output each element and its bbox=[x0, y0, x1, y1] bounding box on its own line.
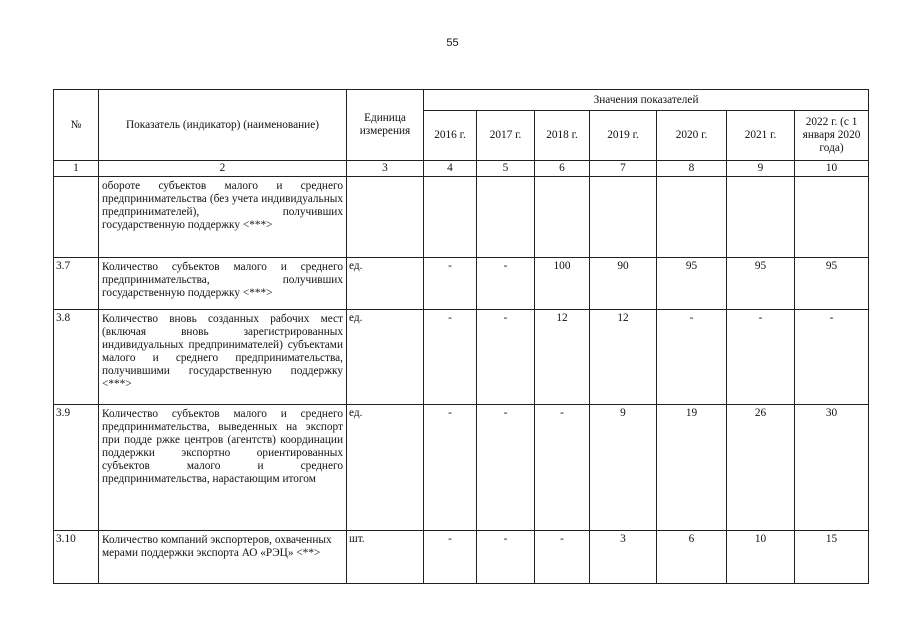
row-number bbox=[54, 177, 99, 258]
page-number: 55 bbox=[446, 37, 459, 49]
row-value: - bbox=[424, 531, 477, 584]
row-value bbox=[535, 177, 590, 258]
row-value: - bbox=[477, 258, 535, 310]
row-value: - bbox=[477, 405, 535, 531]
header-values-group: Значения показателей bbox=[424, 90, 869, 111]
row-value: 95 bbox=[727, 258, 795, 310]
row-value: 9 bbox=[590, 405, 657, 531]
row-value: - bbox=[795, 310, 869, 405]
column-number: 8 bbox=[657, 161, 727, 177]
header-year: 2016 г. bbox=[424, 111, 477, 161]
header-col-no: № bbox=[54, 90, 99, 161]
header-year: 2017 г. bbox=[477, 111, 535, 161]
row-indicator: Количество вновь созданных рабочих мест (включая вновь зарегистрированных индивидуальных предпринимателей) субъектами малого и среднего предпринимательства, получившими государственную поддержку <***> bbox=[99, 310, 347, 405]
header-year: 2022 г. (с 1 января 2020 года) bbox=[795, 111, 869, 161]
column-number: 4 bbox=[424, 161, 477, 177]
row-value: 95 bbox=[657, 258, 727, 310]
row-value: 95 bbox=[795, 258, 869, 310]
indicators-table bbox=[53, 89, 869, 584]
row-value: - bbox=[477, 310, 535, 405]
row-value bbox=[657, 177, 727, 258]
row-indicator: Количество субъектов малого и среднего предпринимательства, получивших государственную поддержку <***> bbox=[99, 258, 347, 310]
table-row bbox=[54, 258, 869, 310]
column-number: 6 bbox=[535, 161, 590, 177]
row-value bbox=[477, 177, 535, 258]
row-value bbox=[590, 177, 657, 258]
header-col-unit: Единица измерения bbox=[347, 90, 424, 161]
header-row-1 bbox=[54, 90, 869, 111]
column-number: 1 bbox=[54, 161, 99, 177]
row-value: 30 bbox=[795, 405, 869, 531]
row-value: - bbox=[657, 310, 727, 405]
header-year: 2018 г. bbox=[535, 111, 590, 161]
column-number: 3 bbox=[347, 161, 424, 177]
row-value: - bbox=[424, 405, 477, 531]
row-value: - bbox=[727, 310, 795, 405]
row-value: - bbox=[424, 310, 477, 405]
column-number: 9 bbox=[727, 161, 795, 177]
row-value: 100 bbox=[535, 258, 590, 310]
table-row bbox=[54, 405, 869, 531]
row-value bbox=[727, 177, 795, 258]
row-value: 3 bbox=[590, 531, 657, 584]
column-number-row bbox=[54, 161, 869, 177]
row-value: - bbox=[424, 258, 477, 310]
row-unit: шт. bbox=[347, 531, 424, 584]
row-value: 90 bbox=[590, 258, 657, 310]
row-unit: ед. bbox=[347, 258, 424, 310]
header-year: 2020 г. bbox=[657, 111, 727, 161]
row-value: 6 bbox=[657, 531, 727, 584]
header-year: 2019 г. bbox=[590, 111, 657, 161]
row-value: 26 bbox=[727, 405, 795, 531]
row-unit bbox=[347, 177, 424, 258]
row-value: 10 bbox=[727, 531, 795, 584]
row-number: 3.9 bbox=[54, 405, 99, 531]
table-row bbox=[54, 531, 869, 584]
table-row bbox=[54, 177, 869, 258]
row-number: 3.7 bbox=[54, 258, 99, 310]
row-number: 3.8 bbox=[54, 310, 99, 405]
row-value: 12 bbox=[535, 310, 590, 405]
row-indicator: обороте субъектов малого и среднего предпринимательства (без учета индивидуальных предпринимателей), получивших государственную поддержку <***> bbox=[99, 177, 347, 258]
header-col-indicator: Показатель (индикатор) (наименование) bbox=[99, 90, 347, 161]
row-indicator: Количество компаний экспортеров, охваченных мерами поддержки экспорта АО «РЭЦ» <**> bbox=[99, 531, 347, 584]
row-value bbox=[424, 177, 477, 258]
column-number: 5 bbox=[477, 161, 535, 177]
row-value: - bbox=[477, 531, 535, 584]
column-number: 10 bbox=[795, 161, 869, 177]
row-number: 3.10 bbox=[54, 531, 99, 584]
row-value: - bbox=[535, 405, 590, 531]
column-number: 2 bbox=[99, 161, 347, 177]
table-row bbox=[54, 310, 869, 405]
row-value bbox=[795, 177, 869, 258]
row-value: 15 bbox=[795, 531, 869, 584]
row-value: 12 bbox=[590, 310, 657, 405]
header-year: 2021 г. bbox=[727, 111, 795, 161]
row-unit: ед. bbox=[347, 405, 424, 531]
row-unit: ед. bbox=[347, 310, 424, 405]
row-value: 19 bbox=[657, 405, 727, 531]
row-value: - bbox=[535, 531, 590, 584]
column-number: 7 bbox=[590, 161, 657, 177]
row-indicator: Количество субъектов малого и среднего предпринимательства, выведенных на экспорт при подде ржке центров (агентств) координации поддержки экспортно ориентированных субъектов малого и среднего предпринимательства, нарастающим итогом bbox=[99, 405, 347, 531]
